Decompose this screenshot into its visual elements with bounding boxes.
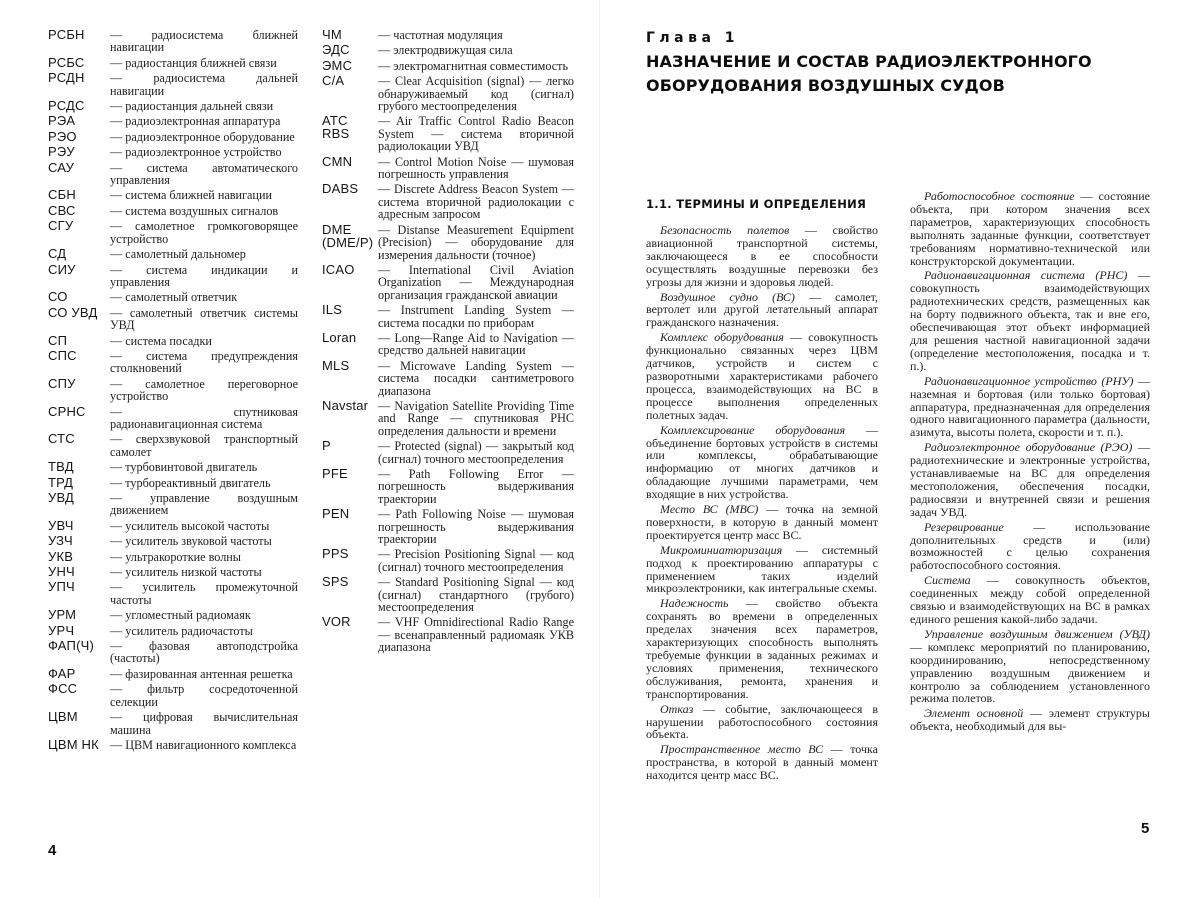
abbreviation-entry <box>322 155 574 181</box>
defined-term: Радионавигационная система (РНС) <box>924 268 1128 283</box>
abbreviation-entry <box>48 188 298 201</box>
abbreviation-term: ТРД <box>48 474 74 490</box>
definition-paragraph <box>646 703 878 742</box>
body-column-1 <box>646 224 878 784</box>
abbreviation-term: MLS <box>322 357 350 373</box>
abbreviation-entry <box>322 467 574 505</box>
abbreviation-term: ЧМ <box>322 27 342 42</box>
definition-paragraph <box>646 331 878 421</box>
abbreviation-definition: — Precision Positioning Signal — код (сигнал) точного местоопределения <box>378 547 574 574</box>
defined-term: Микроминиатюризация <box>660 542 783 557</box>
abbreviation-term: ЦВМ <box>48 709 78 725</box>
definition-paragraph <box>910 574 1150 626</box>
abbreviation-entry <box>48 738 298 751</box>
abbreviation-entry <box>48 491 298 517</box>
abbreviation-term: СБН <box>48 187 76 203</box>
abbreviation-definition: — система воздушных сигналов <box>110 203 279 218</box>
abbreviation-term: Navstar <box>322 397 369 413</box>
abbreviation-term: УНЧ <box>48 564 75 580</box>
abbreviation-term: УРЧ <box>48 622 75 638</box>
abbreviation-entry <box>48 565 298 578</box>
abbreviation-definition: — электродвижущая сила <box>378 43 513 58</box>
abbreviation-definition: — радиосистема ближней навигации <box>110 28 298 55</box>
abbreviation-definition: — усилитель низкой частоты <box>110 565 262 580</box>
abbreviation-term: РЭУ <box>48 144 75 160</box>
abbreviation-definition: — Air Traffic Control Radio Beacon System — система вторичной радиолокации УВД <box>378 114 574 154</box>
definition-paragraph <box>646 544 878 596</box>
abbreviation-entry <box>48 377 298 403</box>
abbreviation-entry <box>48 405 298 431</box>
abbreviation-definition: — Instrument Landing System — система посадки по приборам <box>378 303 574 330</box>
abbreviation-entry <box>322 303 574 329</box>
defined-term: Радиоэлектронное оборудование (РЭО) <box>924 440 1133 455</box>
definition-paragraph <box>910 628 1150 705</box>
abbreviation-definition: — сверхзвуковой транспортный самолет <box>110 432 298 459</box>
abbreviation-term: СД <box>48 246 67 262</box>
abbreviation-entry <box>48 639 298 665</box>
abbreviation-entry <box>48 145 298 158</box>
abbreviation-definition: — Control Motion Noise — шумовая погрешность управления <box>378 154 574 182</box>
abbreviation-entry <box>322 399 574 437</box>
abbreviation-term: СПС <box>48 347 77 363</box>
abbreviation-definition: — самолетный ответчик <box>110 290 238 305</box>
abbreviation-term: СГУ <box>48 218 74 234</box>
abbreviation-term: САУ <box>48 159 75 175</box>
abbreviation-entry <box>48 710 298 736</box>
abbreviation-entry <box>48 349 298 375</box>
abbreviation-entry <box>322 263 574 301</box>
abbreviation-entry <box>322 359 574 397</box>
defined-term: Комплексирование оборудования <box>660 422 846 437</box>
definition-paragraph <box>646 743 878 782</box>
abbreviation-definition: — система предупреждения столкновений <box>110 348 298 376</box>
definition-paragraph <box>910 521 1150 573</box>
abbreviation-term: СО <box>48 289 68 305</box>
abbreviation-entry <box>48 432 298 458</box>
defined-term: Отказ <box>660 701 694 716</box>
abbreviation-definition: — управление воздушным движением <box>110 491 298 518</box>
abbreviation-term: ATC RBS <box>322 113 350 142</box>
defined-term: Резервирование <box>924 519 1004 534</box>
abbreviation-definition: — самолетный дальномер <box>110 247 246 262</box>
abbreviation-entry <box>48 219 298 245</box>
page-number: 5 <box>1141 820 1150 837</box>
abbreviation-definition: — частотная модуляция <box>378 28 503 42</box>
definition-paragraph <box>646 424 878 501</box>
abbreviation-entry <box>48 161 298 187</box>
defined-term: Элемент основной <box>924 706 1024 721</box>
abbreviation-definition: — фазовая автоподстройка (частоты) <box>110 639 298 666</box>
abbreviation-term: SPS <box>322 574 349 590</box>
definition-paragraph <box>910 441 1150 518</box>
abbreviation-entry <box>48 682 298 708</box>
abbreviation-term: Loran <box>322 329 357 345</box>
abbreviation-term: ФАП(Ч) <box>48 638 94 654</box>
abbreviation-term: ЭДС <box>322 42 350 58</box>
defined-term: Система <box>924 573 971 588</box>
abbreviation-term: СВС <box>48 202 76 218</box>
abbreviation-term: DABS <box>322 181 359 197</box>
defined-term: Место ВС (МВС) <box>660 502 759 517</box>
abbreviation-term: УВЧ <box>48 517 74 533</box>
abbreviation-term: СИУ <box>48 261 76 277</box>
abbreviation-definition: — Navigation Satellite Providing Time and Range — спутниковая РНС определения дальности и времени <box>378 398 574 438</box>
abbreviation-definition: — радиоэлектронное оборудование <box>110 129 295 144</box>
abbreviation-term: РСДН <box>48 70 85 86</box>
abbreviation-entry <box>322 114 574 152</box>
abbreviation-definition: — усилитель промежуточной частоты <box>110 580 298 607</box>
abbreviation-entry <box>48 56 298 69</box>
defined-term: Комплекс оборудования <box>660 330 784 345</box>
defined-term: Радионавигационное устройство (РНУ) <box>924 373 1134 388</box>
abbreviation-entry <box>48 580 298 606</box>
abbreviation-entry <box>322 331 574 357</box>
definition-text: — точка пространства, в которой в данный момент находится центр масс ВС. <box>646 742 878 783</box>
abbreviation-term: CMN <box>322 153 353 169</box>
abbreviation-term: ILS <box>322 302 343 318</box>
abbreviation-term: РСДС <box>48 98 85 114</box>
abbreviation-definition: — ЦВМ навигационного комплекса <box>110 737 297 752</box>
section-title: 1.1. ТЕРМИНЫ И ОПРЕДЕЛЕНИЯ <box>646 197 867 211</box>
abbreviation-definition: — система посадки <box>110 333 212 348</box>
abbreviation-entry <box>48 667 298 680</box>
abbreviation-definition: — радиостанция дальней связи <box>110 99 274 114</box>
abbreviation-definition: — радиосистема дальней навигации <box>110 71 298 98</box>
chapter-title: НАЗНАЧЕНИЕ И СОСТАВ РАДИОЭЛЕКТРОННОГО ОБОРУДОВАНИЯ ВОЗДУШНЫХ СУДОВ <box>646 52 1092 95</box>
abbreviation-entry <box>48 28 298 54</box>
abbreviation-term: СТС <box>48 431 75 447</box>
abbreviation-definition: — электромагнитная совместимость <box>378 58 569 73</box>
abbreviation-entry <box>48 550 298 563</box>
abbreviation-term: PEN <box>322 506 350 522</box>
abbreviation-definition: — фильтр сосредоточенной селекции <box>110 682 298 709</box>
abbreviation-term: УВД <box>48 490 75 505</box>
defined-term: Безопасность полетов <box>660 223 790 237</box>
abbreviation-entry <box>322 28 574 41</box>
abbreviation-definition: — система автоматического управления <box>110 160 298 188</box>
abbreviation-definition: — турбореактивный двигатель <box>110 475 271 490</box>
definition-text: — совокупность функционально связанных через ЦВМ датчиков, устройств и систем с разворотными характеристиками рабочего процесса, взаимодействующих на ВС в процессе выполнения определенных полетных задач. <box>646 330 878 422</box>
abbreviation-definition: — цифровая вычислительная машина <box>110 710 298 737</box>
definition-text: — наземная и бортовая (или только бортовая) аппаратура, предназначенная для определения одного навигационного параметра (дальности, азимута, высоты полета, скорости и т. п.). <box>910 373 1150 440</box>
abbreviation-entry <box>48 624 298 637</box>
abbreviation-term: РЭО <box>48 128 77 144</box>
abbreviation-term: СПУ <box>48 375 76 391</box>
abbreviation-entry <box>322 223 574 261</box>
abbreviation-definition: — радиоэлектронная аппаратура <box>110 114 281 129</box>
abbreviation-definition: — Long—Range Aid to Navigation — средство дальней навигации <box>378 330 574 358</box>
definition-text: — совокупность взаимодействующих радиотехнических средств, размещенных как на борту подвижного объекта, так и вне его, обеспечивающая этот объект информацией для решения частной навигационной задачи (определение местоположения, посадка и т. п.). <box>910 268 1150 373</box>
abbreviation-term: ЦВМ НК <box>48 736 99 752</box>
abbreviation-definition: — самолетное громкоговорящее устройство <box>110 219 298 246</box>
abbreviation-entry <box>48 534 298 547</box>
chapter-label: Глава 1 <box>646 30 740 46</box>
abbreviation-entry <box>48 114 298 127</box>
abbreviation-term: C/A <box>322 73 345 89</box>
abbreviation-definition: — турбовинтовой двигатель <box>110 460 258 475</box>
definition-paragraph <box>646 224 878 289</box>
abbreviation-entry <box>322 439 574 465</box>
abbreviation-term: УРМ <box>48 607 77 623</box>
abbreviation-definition: — фазированная антенная решетка <box>110 666 293 681</box>
abbreviation-definition: — Protected (signal) — закрытый код (сигнал) точного местоопределения <box>378 439 574 466</box>
abbreviation-entry <box>48 71 298 97</box>
abbreviation-definition: — угломестный радиомаяк <box>110 608 251 623</box>
abbreviation-term: P <box>322 438 331 454</box>
abbreviation-term: СРНС <box>48 403 86 419</box>
abbreviation-entry <box>322 74 574 112</box>
abbreviation-term: РСБС <box>48 54 85 70</box>
definition-text: — самолет, вертолет или другой летательный аппарат гражданского назначения. <box>646 289 879 330</box>
abbreviation-entry <box>48 130 298 143</box>
abbreviation-definition: — радиостанция ближней связи <box>110 55 277 70</box>
abbreviation-entry <box>48 263 298 289</box>
definition-text: — комплекс мероприятий по планированию, координированию, непосредственному управлению воздушным движением и контролю за соблюдением установленного режима полетов. <box>910 639 1150 706</box>
definition-text: — точка на земной поверхности, в которую в данный момент проектируется центр масс ВС. <box>646 502 878 542</box>
abbreviation-definition: — International Civil Aviation Organization — Международная организация гражданской авиации <box>378 262 574 302</box>
abbreviation-entry <box>48 99 298 112</box>
abbreviation-term: УЗЧ <box>48 533 73 549</box>
abbreviation-list-column-1 <box>48 28 298 753</box>
abbreviation-definition: — ультракороткие волны <box>110 549 241 564</box>
abbreviation-definition: — Distanse Measurement Equipment (Precision) — оборудование для измерения дальности (точное) <box>378 222 574 262</box>
abbreviation-term: VOR <box>322 614 351 630</box>
abbreviation-term: ТВД <box>48 459 74 475</box>
abbreviation-definition: — система индикации и управления <box>110 262 298 289</box>
definition-text: — объединение бортовых устройств в системы или комплексы, обрабатывающие информацию от многих датчиков и обладающие лучшими параметрами, чем входящие в них устройства. <box>646 422 878 502</box>
abbreviation-entry <box>48 476 298 489</box>
abbreviation-entry <box>48 519 298 532</box>
body-column-2 <box>910 190 1150 735</box>
definition-paragraph <box>910 190 1150 267</box>
abbreviation-definition: — самолетный ответчик системы УВД <box>110 305 298 333</box>
definition-text: — системный подход к проектированию аппаратуры с применением таких изделий микроэлектроники, как интегральные схемы. <box>646 542 878 596</box>
definition-text: — состояние объекта, при котором значения всех параметров, характеризующих способность выполнять заданные функции, соответствует требованиям нормативно-технической или конструкторской документации. <box>910 189 1150 268</box>
definition-paragraph <box>910 707 1150 733</box>
abbreviation-entry <box>48 204 298 217</box>
abbreviation-term: ФАР <box>48 665 76 681</box>
abbreviation-definition: — Path Following Error — погрешность выдерживания траектории <box>378 467 574 506</box>
abbreviation-definition: — Clear Acquisition (signal) — легко обнаруживаемый код (сигнал) грубого местоопределения <box>378 74 574 114</box>
defined-term: Надежность <box>660 596 729 611</box>
abbreviation-term: DME (DME/P) <box>322 221 374 250</box>
definition-paragraph <box>646 597 878 700</box>
definition-text: — элемент структуры объекта, необходимый для вы- <box>910 706 1150 734</box>
page-number: 4 <box>48 842 57 859</box>
abbreviation-definition: — Standard Positioning Signal — код (сигнал) стандартного (грубого) местоопределения <box>378 575 574 615</box>
abbreviation-definition: — самолетное переговорное устройство <box>110 376 298 404</box>
abbreviation-term: УПЧ <box>48 579 75 595</box>
abbreviation-term: ICAO <box>322 261 355 277</box>
abbreviation-definition: — Microwave Landing System — система посадки сантиметрового диапазона <box>378 358 574 398</box>
abbreviation-entry <box>322 575 574 613</box>
abbreviation-term: PPS <box>322 546 349 562</box>
abbreviation-entry <box>48 334 298 347</box>
abbreviation-definition: — система ближней навигации <box>110 188 273 203</box>
definition-paragraph <box>910 375 1150 440</box>
abbreviation-term: PFE <box>322 466 348 481</box>
abbreviation-definition: — Discrete Address Beacon System — система вторичной радиолокации с адресным запросом <box>378 182 574 222</box>
abbreviation-entry <box>322 615 574 653</box>
abbreviation-definition: — усилитель звуковой частоты <box>110 534 272 549</box>
abbreviation-term: РСБН <box>48 27 85 42</box>
abbreviation-definition: — усилитель высокой частоты <box>110 518 270 533</box>
definition-paragraph <box>646 503 878 542</box>
abbreviation-term: УКВ <box>48 548 74 564</box>
definition-text: — совокупность объектов, соединенных между собой определенной связью и взаимодействующих на ВС в рамках единого решения какой-либо задачи. <box>910 573 1150 626</box>
definition-text: — радиотехнические и электронные устройства, устанавливаемые на ВС для определения местоположения, обеспечения посадки, радиосвязи и внутренней связи и решения задач УВД. <box>910 440 1150 519</box>
abbreviation-list-column-2 <box>322 28 574 656</box>
abbreviation-term: ЭМС <box>322 57 353 73</box>
abbreviation-term: СО УВД <box>48 304 98 320</box>
defined-term: Воздушное судно (ВС) <box>660 289 795 304</box>
abbreviation-entry <box>48 460 298 473</box>
abbreviation-entry <box>322 547 574 573</box>
definition-text: — свойство объекта сохранять во времени в определенных пределах значения всех параметров, характеризующих способность выполнять требуемые функции в заданных режимах и условиях применения, технического обслуживания, ремонта, хранения и транспортирования. <box>646 596 878 701</box>
abbreviation-entry <box>322 507 574 545</box>
abbreviation-entry <box>322 43 574 56</box>
definition-text: — свойство авиационной транспортной системы, заключающееся в ее способности осуществлять воздушные перевозки без угрозы для жизни и здоровья людей. <box>646 223 878 289</box>
right-page <box>600 0 1200 898</box>
abbreviation-entry <box>322 182 574 220</box>
abbreviation-term: ФСС <box>48 681 78 697</box>
defined-term: Управление воздушным движением (УВД) <box>924 626 1150 641</box>
abbreviation-definition: — VHF Omnidirectional Radio Range — всенаправленный радиомаяк УКВ диапазона <box>378 615 574 655</box>
definition-paragraph <box>910 269 1150 372</box>
abbreviation-entry <box>48 290 298 303</box>
abbreviation-entry <box>48 608 298 621</box>
abbreviation-term: СП <box>48 332 68 348</box>
abbreviation-entry <box>322 59 574 72</box>
definition-text: — событие, заключающееся в нарушении работоспособного состояния объекта. <box>646 701 878 742</box>
defined-term: Работоспособное состояние <box>924 189 1075 203</box>
abbreviation-definition: — усилитель радиочастоты <box>110 623 253 638</box>
definition-text: — использование дополнительных средств и (или) возможностей с целью сохранения работоспособного состояния. <box>910 519 1150 573</box>
abbreviation-term: РЭА <box>48 113 76 129</box>
definition-paragraph <box>646 291 878 330</box>
abbreviation-definition: — Path Following Noise — шумовая погрешность выдерживания траектории <box>378 507 574 547</box>
abbreviation-definition: — радиоэлектронное устройство <box>110 145 282 160</box>
defined-term: Пространственное место ВС <box>660 742 824 757</box>
abbreviation-entry <box>48 247 298 260</box>
abbreviation-entry <box>48 306 298 332</box>
abbreviation-definition: — спутниковая радионавигационная система <box>110 404 298 431</box>
